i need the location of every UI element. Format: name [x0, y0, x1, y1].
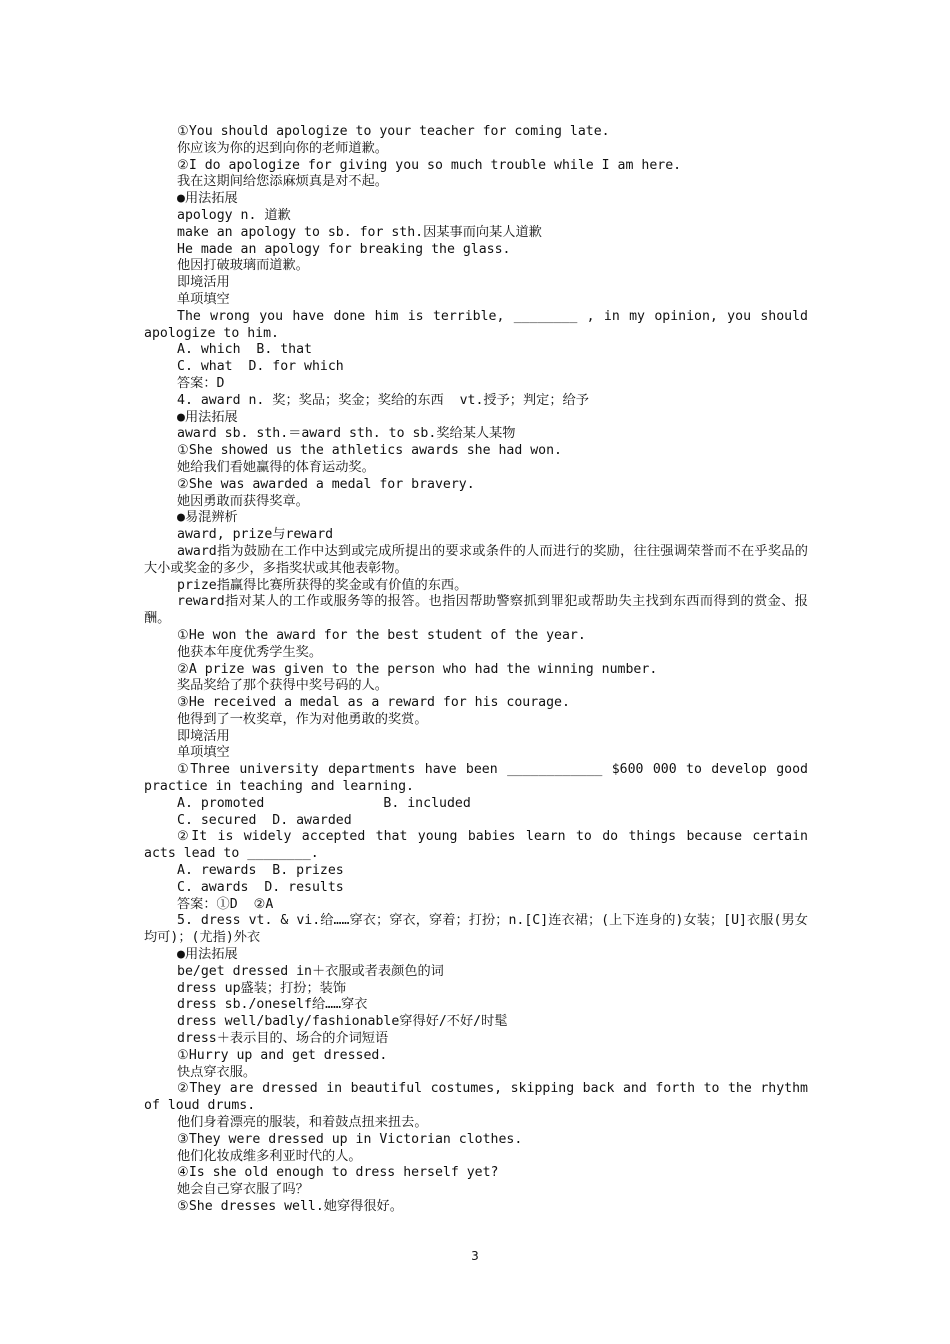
text-line: 你应该为你的迟到向你的老师道歉。: [177, 140, 388, 156]
text-line: dress＋表示目的、场合的介词短语: [177, 1031, 389, 1047]
text-line: 他获本年度优秀学生奖。: [177, 644, 323, 660]
answer-option: C. what D. for which: [177, 359, 344, 375]
text-line: 我在这期间给您添麻烦真是对不起。: [177, 174, 388, 190]
text-line: 他们身着漂亮的服装，和着鼓点扭来扭去。: [177, 1115, 428, 1131]
paragraph: award指为鼓励在工作中达到或完成所提出的要求或条件的人而进行的奖励，往往强调荣誉而不在乎奖品的大小或奖金的多少，多指奖状或其他表彰物。: [144, 543, 808, 576]
section-heading: ●用法拓展: [177, 409, 238, 425]
document-body: [144, 124, 816, 1216]
section-heading: ●用法拓展: [177, 947, 238, 963]
paragraph: reward指对某人的工作或服务等的报答。也指因帮助警察抓到罪犯或帮助失主找到东西而得到的赏金、报酬。: [144, 594, 808, 627]
answer-option: A. rewards B. prizes: [177, 863, 344, 879]
text-line: apology n. 道歉: [177, 207, 291, 223]
text-line: prize指赢得比赛所获得的奖金或有价值的东西。: [177, 577, 468, 593]
text-line: 她给我们看她赢得的体育运动奖。: [177, 459, 375, 475]
text-line: ①She showed us the athletics awards she had won.: [177, 443, 562, 459]
section-heading: ●用法拓展: [177, 191, 238, 207]
text-line: 她因勇敢而获得奖章。: [177, 493, 309, 509]
text-line: award sb. sth.＝award sth. to sb.奖给某人某物: [177, 426, 516, 442]
question-text: The wrong you have done him is terrible, ________ , in my opinion, you should apologize to him.: [144, 308, 816, 341]
text-line: 他们化妆成维多利亚时代的人。: [177, 1148, 362, 1164]
text-line: ①You should apologize to your teacher for coming late.: [177, 124, 610, 139]
text-line: ③They were dressed up in Victorian clothes.: [177, 1131, 523, 1147]
text-line: 奖品奖给了那个获得中奖号码的人。: [177, 678, 388, 694]
text-line: ①Hurry up and get dressed.: [177, 1047, 388, 1063]
text-line: 他因打破玻璃而道歉。: [177, 258, 309, 274]
text-line: ②A prize was given to the person who had the winning number.: [177, 661, 658, 677]
question-text: ①Three university departments have been ____________ $600 000 to develop good practice in teaching and learning.: [144, 762, 816, 795]
text-line: award, prize与reward: [177, 527, 334, 543]
section-heading: 即境活用: [177, 275, 230, 291]
text-line: 他得到了一枚奖章，作为对他勇敢的奖赏。: [177, 711, 428, 727]
text-line: ②She was awarded a medal for bravery.: [177, 476, 475, 492]
text-line: He made an apology for breaking the glass.: [177, 241, 511, 257]
question-text: ②It is widely accepted that young babies learn to do things because certain acts lead to ________.: [144, 829, 816, 862]
text-line: ②I do apologize for giving you so much trouble while I am here.: [177, 157, 682, 173]
section-heading: ●易混辨析: [177, 510, 238, 526]
answer-option: A. promoted B. included: [177, 795, 471, 811]
section-heading: 单项填空: [177, 745, 230, 761]
answer-option: A. which B. that: [177, 342, 312, 358]
entry-heading: 4. award n. 奖；奖品；奖金；奖给的东西 vt.授予；判定；给予: [177, 392, 589, 408]
answer-key: 答案：D: [177, 375, 225, 391]
text-line: 快点穿衣服。: [177, 1064, 257, 1080]
text-line: ①He won the award for the best student of the year.: [177, 627, 586, 643]
paragraph: ②They are dressed in beautiful costumes, skipping back and forth to the rhythm of loud drums.: [144, 1081, 816, 1114]
page-number: 3: [471, 1249, 479, 1263]
text-line: 她会自己穿衣服了吗？: [177, 1182, 309, 1198]
text-line: make an apology to sb. for sth.因某事而向某人道歉: [177, 224, 542, 240]
text-line: dress sb./oneself给……穿衣: [177, 997, 368, 1013]
text-line: ⑤She dresses well.她穿得很好。: [177, 1199, 403, 1214]
text-line: ④Is she old enough to dress herself yet?: [177, 1165, 499, 1181]
answer-option: C. awards D. results: [177, 879, 344, 895]
text-line: dress up盛装；打扮；装饰: [177, 980, 347, 996]
text-line: be/get dressed in＋衣服或者表颜色的词: [177, 963, 444, 979]
section-heading: 单项填空: [177, 291, 230, 307]
answer-option: C. secured D. awarded: [177, 812, 352, 828]
text-line: ③He received a medal as a reward for his courage.: [177, 695, 570, 711]
section-heading: 即境活用: [177, 728, 230, 744]
answer-key: 答案：①D ②A: [177, 896, 274, 912]
entry-heading: 5. dress vt. & vi.给……穿衣；穿衣，穿着；打扮；n.[C]连衣裙；(上下连身的)女装；[U]衣服(男女均可)；(尤指)外衣: [144, 913, 808, 946]
text-line: dress well/badly/fashionable穿得好/不好/时髦: [177, 1014, 508, 1030]
